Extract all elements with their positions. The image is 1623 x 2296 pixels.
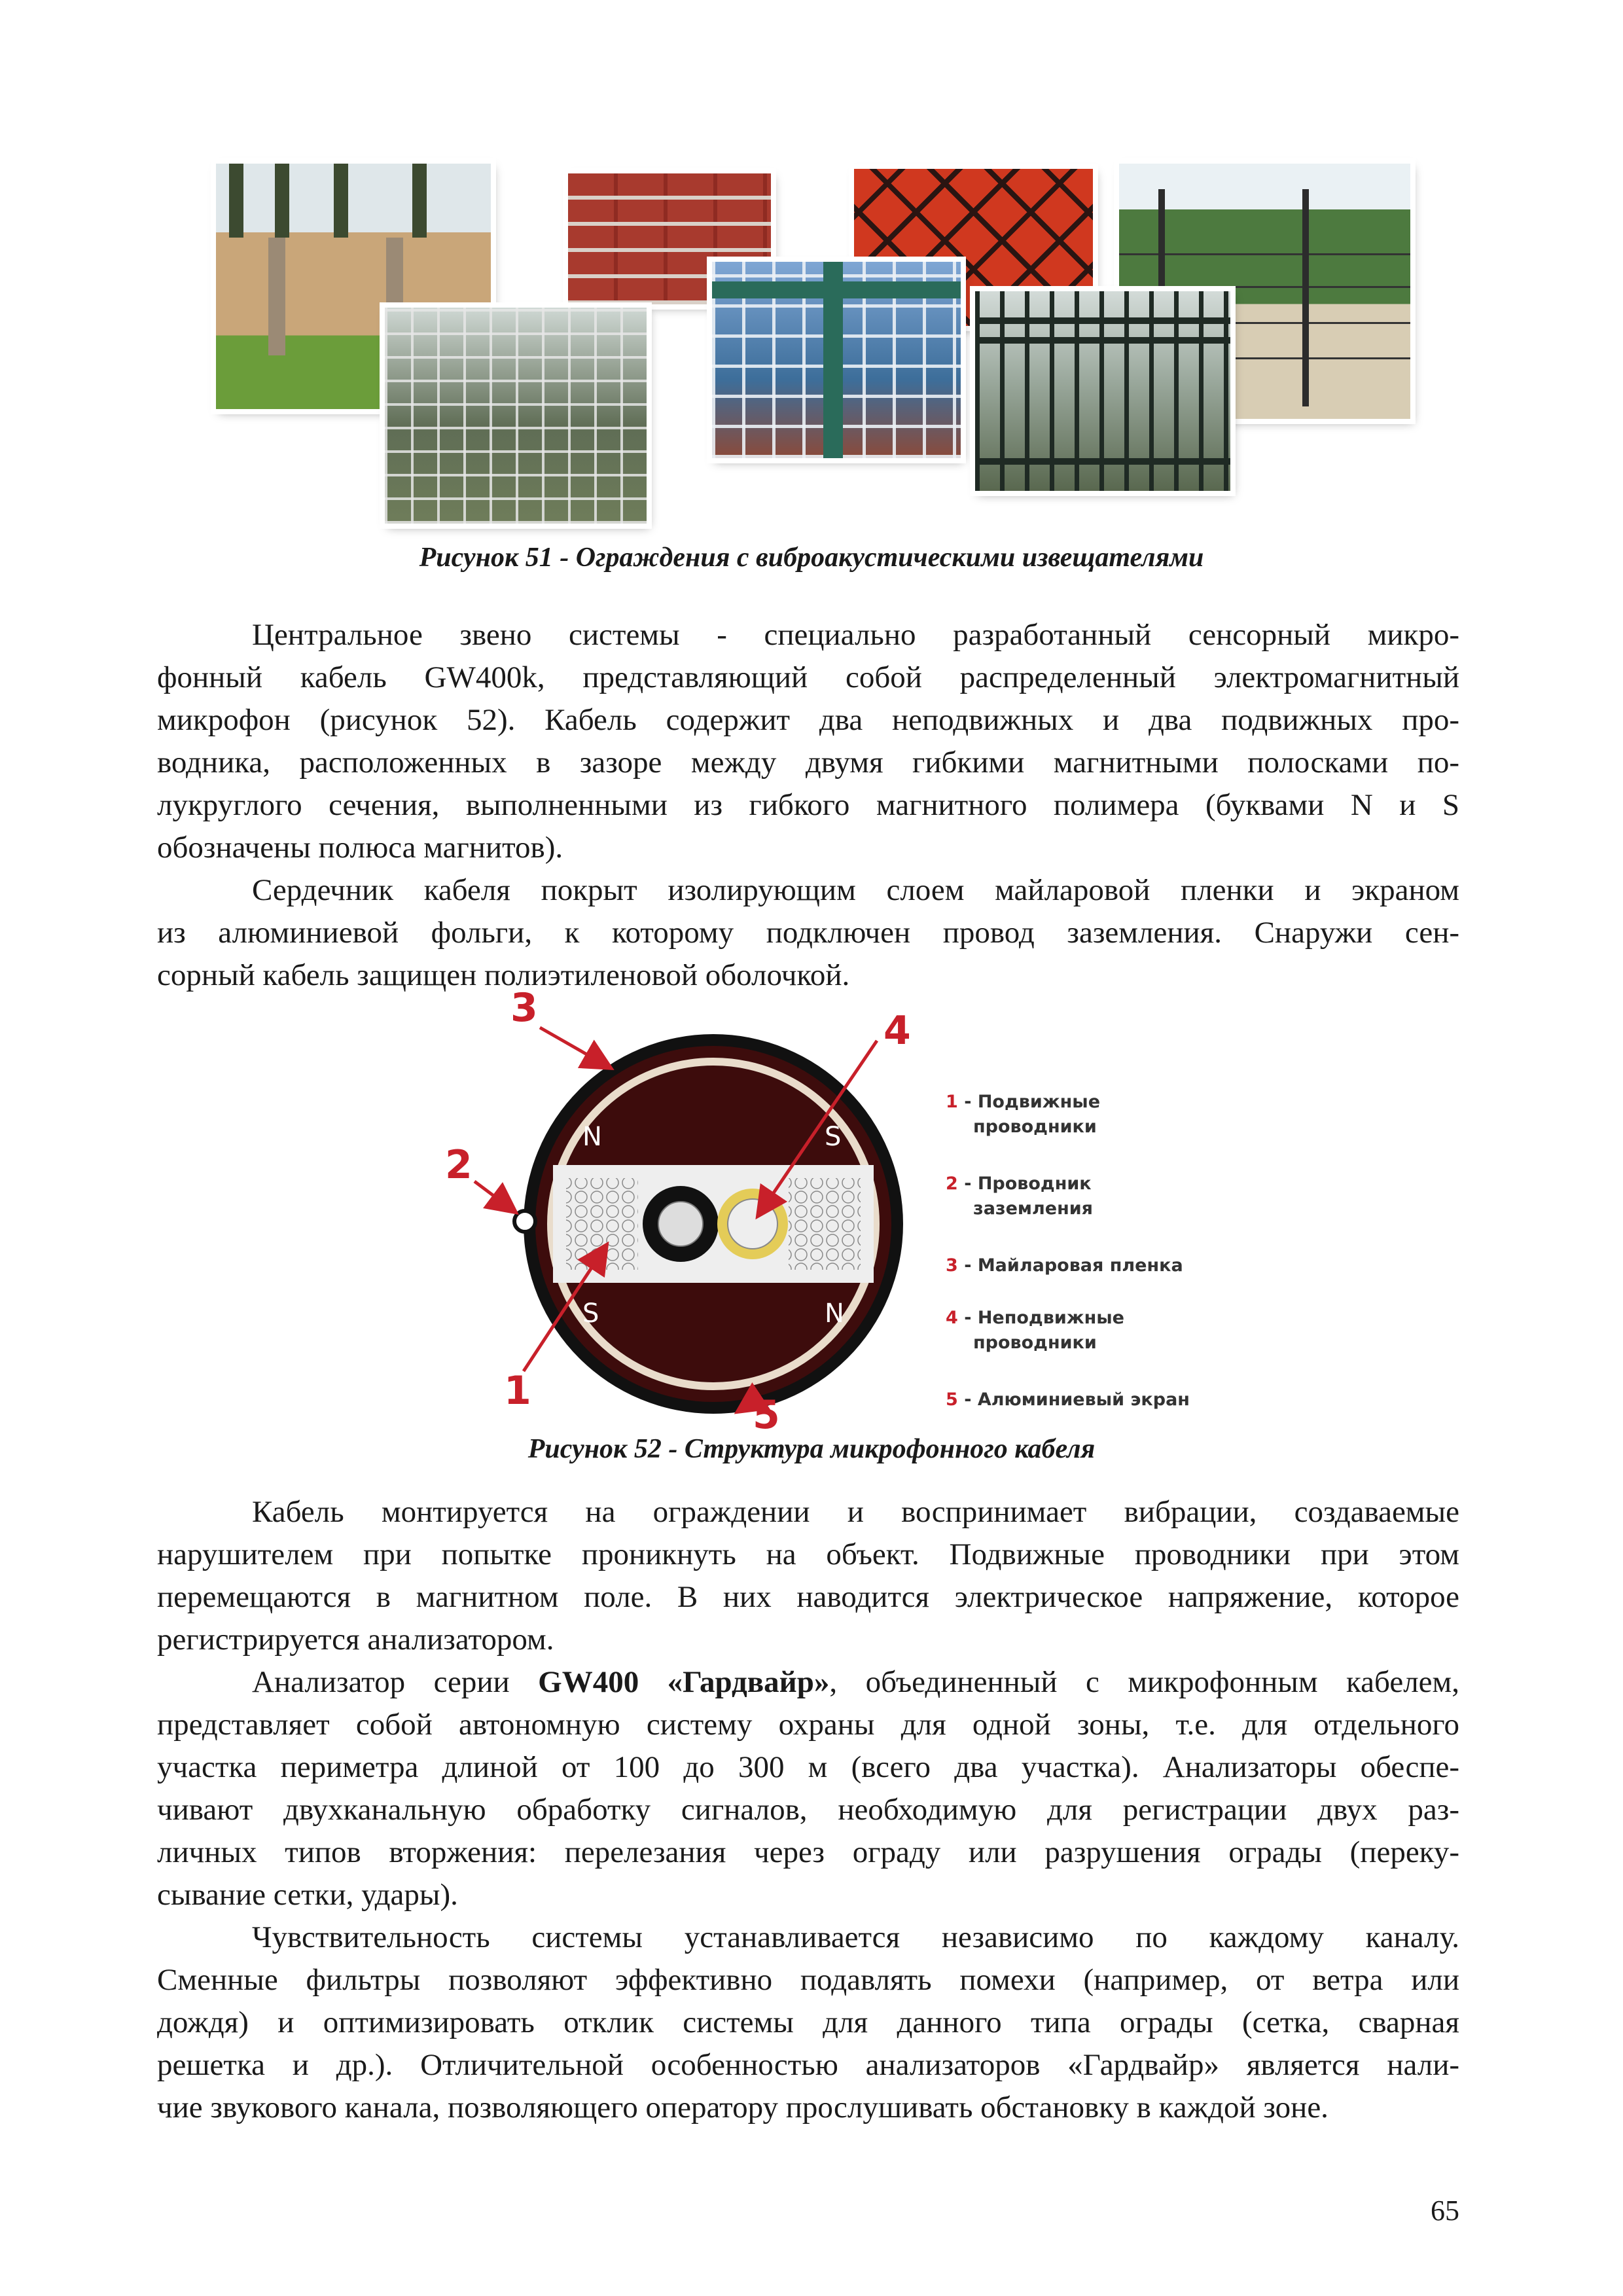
text-line: обозначены полюса магнитов). <box>157 831 563 865</box>
text-line: регистрируется анализатором. <box>157 1623 554 1657</box>
text-line: личных типов вторжения: перелезания через ограду или разрушения ограды (переку- <box>157 1835 1459 1869</box>
pole-label: N <box>582 1122 602 1152</box>
figure-52-caption: Рисунок 52 - Структура микрофонного кабеля <box>527 1434 1096 1464</box>
paragraph-5 <box>157 1916 1459 2129</box>
text-line: водника, расположенных в зазоре между двумя гибкими магнитными полосками по- <box>157 745 1459 780</box>
fence-photo-metal-railing <box>975 291 1230 491</box>
text-line: перемещаются в магнитном поле. В них наводится электрическое напряжение, которое <box>157 1580 1459 1614</box>
product-name: GW400 «Гардвайр» <box>538 1665 830 1699</box>
figure-51-caption: Рисунок 51 - Ограждения с виброакустическими извещателями <box>419 543 1204 573</box>
text-line: нарушителем при попытке проникнуть на объект. Подвижные проводники при этом <box>157 1537 1459 1571</box>
fence-photo-wire-mesh <box>385 308 647 524</box>
paragraph-3 <box>157 1491 1459 1661</box>
paragraph-4 <box>157 1661 1459 1916</box>
text-line: Сердечник кабеля покрыт изолирующим слоем майларовой пленки и экраном <box>252 873 1459 907</box>
moving-conductor-left <box>566 1178 638 1270</box>
pole-label: N <box>825 1299 844 1329</box>
fence-photo-welded-grid <box>712 262 961 458</box>
text-line: Центральное звено системы - специально разработанный сенсорный микро- <box>252 618 1459 652</box>
page-number: 65 <box>1431 2195 1459 2227</box>
paragraph-1 <box>157 614 1459 869</box>
callout-1: 1 <box>504 1368 531 1414</box>
pole-label: S <box>825 1122 842 1152</box>
text-line: микрофон (рисунок 52). Кабель содержит два неподвижных и два подвижных про- <box>157 703 1459 737</box>
cable-structure-diagram <box>432 988 1217 1433</box>
text-line: Сменные фильтры позволяют эффективно подавлять помехи (например, от ветра или <box>157 1963 1459 1997</box>
legend-item-2: 2 - Проводник заземления <box>946 1174 1093 1219</box>
text-line: чивают двухканальную обработку сигналов, необходимую для регистрации двух раз- <box>157 1793 1459 1827</box>
text-line: Кабель монтируется на ограждении и воспринимает вибрации, создаваемые <box>252 1495 1459 1529</box>
legend-item-5: 5 - Алюминиевый экран <box>946 1390 1190 1410</box>
paragraph-2 <box>157 869 1459 997</box>
text-line: Анализатор серии GW400 «Гардвайр», объединенный с микрофонным кабелем, <box>252 1665 1459 1699</box>
text-line: участка периметра длиной от 100 до 300 м (всего два участка). Анализаторы обеспе- <box>157 1750 1459 1784</box>
text-line: сорный кабель защищен полиэтиленовой оболочкой. <box>157 958 850 992</box>
text-line: из алюминиевой фольги, к которому подключен провод заземления. Снаружи сен- <box>157 916 1459 950</box>
moving-conductor-right <box>789 1178 861 1270</box>
fence-photo-collage <box>209 151 1414 537</box>
cable-cross-section <box>432 988 942 1433</box>
legend-item-4: 4 - Неподвижные проводники <box>946 1308 1124 1353</box>
text-line: представляет собой автономную систему охраны для одной зоны, т.е. для отдельного <box>157 1708 1459 1742</box>
text-line: дождя) и оптимизировать отклик системы для данного типа ограды (сетка, сварная <box>157 2005 1459 2039</box>
text-line: чие звукового канала, позволяющего оператору прослушивать обстановку в каждой зоне. <box>157 2090 1329 2125</box>
legend-item-3: 3 - Майларовая пленка <box>946 1255 1183 1276</box>
text-line: фонный кабель GW400k, представляющий собой распределенный электромагнитный <box>157 660 1459 694</box>
ground-wire <box>514 1211 535 1232</box>
text-line: решетка и др.). Отличительной особенностью анализаторов «Гардвайр» является нали- <box>157 2048 1459 2082</box>
text-line: Чувствительность системы устанавливается независимо по каждому каналу. <box>252 1920 1459 1954</box>
callout-3: 3 <box>510 988 538 1031</box>
text-line: сывание сетки, удары). <box>157 1878 458 1912</box>
callout-2: 2 <box>445 1142 473 1188</box>
callout-4: 4 <box>883 1008 911 1054</box>
callout-5: 5 <box>753 1392 780 1433</box>
text-line: лукруглого сечения, выполненными из гибкого магнитного полимера (буквами N и S <box>157 788 1459 822</box>
pole-label: S <box>582 1299 599 1329</box>
legend-item-1: 1 - Подвижные проводники <box>946 1092 1101 1137</box>
